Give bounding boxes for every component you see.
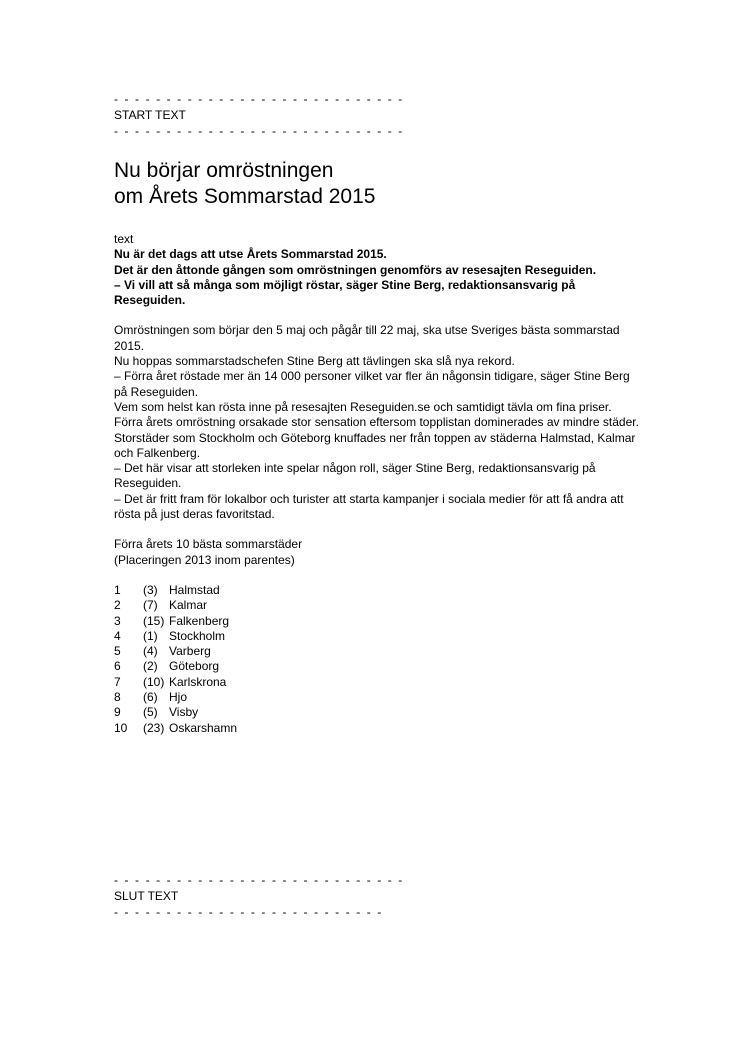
- rank-number: 3: [114, 613, 121, 628]
- end-text-label: SLUT TEXT: [114, 889, 179, 903]
- start-divider-top: - - - - - - - - - - - - - - - - - - - - - - - - - - - -: [114, 92, 404, 106]
- city-name: Stockholm: [169, 628, 226, 643]
- rank-number: 6: [114, 659, 121, 674]
- city-name: Halmstad: [169, 582, 220, 597]
- previous-rank: (3): [143, 582, 158, 597]
- previous-rank: (23): [143, 720, 165, 735]
- rank-number: 8: [114, 690, 121, 705]
- lead-paragraph-1: Nu är det dags att utse Årets Sommarstad 2015.: [114, 247, 387, 262]
- list-heading: [114, 537, 644, 568]
- previous-rank: (5): [143, 705, 158, 720]
- rank-number: 10: [114, 720, 128, 735]
- list-item: [114, 721, 644, 736]
- list-item: [114, 675, 644, 690]
- city-name: Karlskrona: [169, 674, 227, 689]
- body-paragraph-4: Vem som helst kan rösta inne på resesajten Reseguiden.se och samtidigt tävla om fina priser.: [114, 399, 612, 414]
- city-name: Oskarshamn: [169, 720, 238, 735]
- end-divider-top: - - - - - - - - - - - - - - - - - - - - - - - - - - - -: [114, 873, 404, 887]
- rank-number: 9: [114, 705, 121, 720]
- start-divider-bottom: - - - - - - - - - - - - - - - - - - - - - - - - - - - -: [114, 124, 404, 138]
- previous-rank: (2): [143, 659, 158, 674]
- rank-number: 7: [114, 674, 121, 689]
- rank-number: 1: [114, 582, 121, 597]
- list-item: [114, 659, 644, 674]
- city-name: Varberg: [169, 644, 211, 659]
- document-page: [114, 92, 644, 736]
- rank-number: 2: [114, 598, 121, 613]
- lead-paragraph-3: – Vi vill att så många som möjligt röstar, säger Stine Berg, redaktionsansvarig på Reseguiden.: [114, 277, 576, 308]
- previous-rank: (7): [143, 598, 158, 613]
- list-item: [114, 614, 644, 629]
- list-item: [114, 690, 644, 705]
- lead-paragraph-2: Det är den åttonde gången som omröstningen genomförs av resesajten Reseguiden.: [114, 262, 597, 277]
- title-line-1: Nu börjar omröstningen: [114, 159, 334, 182]
- city-name: Visby: [169, 705, 199, 720]
- list-item: [114, 644, 644, 659]
- end-marker-block: [114, 873, 644, 919]
- list-item: [114, 629, 644, 644]
- text-label: text: [114, 232, 134, 246]
- city-name: Hjo: [169, 690, 188, 705]
- rank-number: 4: [114, 628, 121, 643]
- title-line-2: om Årets Sommarstad 2015: [114, 185, 376, 208]
- previous-rank: (4): [143, 644, 158, 659]
- previous-rank: (15): [143, 613, 165, 628]
- body-text: [114, 323, 644, 522]
- body-paragraph-1: Omröstningen som börjar den 5 maj och pågår till 22 maj, ska utse Sveriges bästa sommarstad 2015.: [114, 323, 620, 353]
- body-paragraph-7: – Det är fritt fram för lokalbor och turister att starta kampanjer i sociala medier för att få andra att rösta på just deras favoritstad.: [114, 491, 624, 522]
- list-heading-line-2: (Placeringen 2013 inom parentes): [114, 552, 295, 567]
- previous-rank: (6): [143, 690, 158, 705]
- body-paragraph-6: – Det här visar att storleken inte spelar någon roll, säger Stine Berg, redaktionsansvarig på Reseguiden.: [114, 461, 596, 491]
- city-name: Falkenberg: [169, 613, 230, 628]
- body-paragraph-5: Förra årets omröstning orsakade stor sensation eftersom topplistan dominerades av mindre städer. Storstäder som Stockholm och Göteborg knuffades ner från toppen av städerna Halmstad, Kalmar och Falkenberg.: [114, 415, 639, 460]
- list-item: [114, 583, 644, 598]
- list-item: [114, 705, 644, 720]
- list-heading-line-1: Förra årets 10 bästa sommarstäder: [114, 537, 303, 552]
- city-name: Kalmar: [169, 598, 208, 613]
- start-text-label: START TEXT: [114, 108, 186, 122]
- rank-number: 5: [114, 644, 121, 659]
- end-divider-bottom: - - - - - - - - - - - - - - - - - - - - - - - - - -: [114, 905, 383, 919]
- list-item: [114, 598, 644, 613]
- previous-rank: (10): [143, 674, 165, 689]
- body-paragraph-2: Nu hoppas sommarstadschefen Stine Berg att tävlingen ska slå nya rekord.: [114, 354, 515, 369]
- previous-rank: (1): [143, 628, 158, 643]
- city-name: Göteborg: [169, 659, 220, 674]
- ranking-list: [114, 583, 644, 736]
- article-title: [114, 158, 644, 210]
- body-paragraph-3: – Förra året röstade mer än 14 000 personer vilket var fler än någonsin tidigare, säger Stine Berg på Reseguiden.: [114, 369, 630, 399]
